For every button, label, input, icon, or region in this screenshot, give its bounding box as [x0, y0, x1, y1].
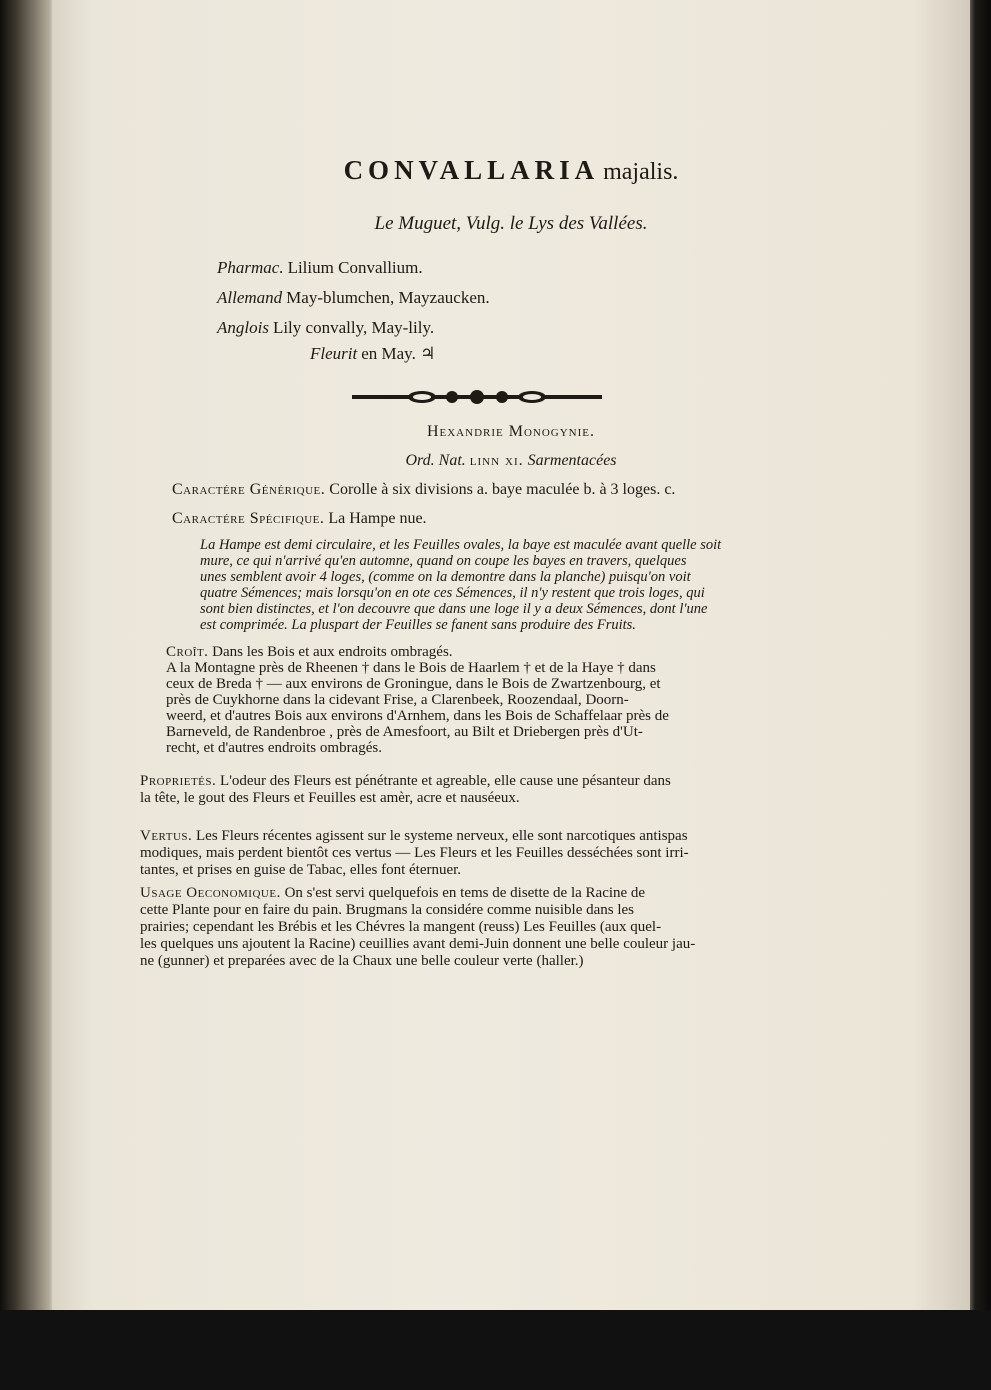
economic-use-paragraph: Usage Oeconomique. On s'est servi quelquefois en tems de disette de la Racine de cette Plante pour en faire du pain. Brugmans la considére comme nuisible dans les prairies; cependant les Brébis et les Chévres la mangent (reuss) Les Feuilles (aux quel- les quelques uns ajoutent la Racine) ceuillies avant demi-Juin donnent une belle couleur jau- ne (gunner) et preparées avec de la Chaux une belle couleur verte (haller.)	[140, 885, 696, 969]
synonym-anglois: Anglois Lily convally, May-lily.	[217, 318, 435, 337]
book-gutter	[0, 0, 50, 1310]
properties-paragraph: Proprietés. L'odeur des Fleurs est pénétrante et agreable, elle cause une pésanteur dans la tête, le gout des Fleurs et Feuilles est amèr, acre et nauséeux.	[140, 773, 671, 806]
flowering-time: Fleurit en May. ♃	[310, 344, 436, 363]
description-paragraph: La Hampe est demi circulaire, et les Feuilles ovales, la baye est maculée avant quelle soit mure, ce qui n'arrivé qu'en automne, quand on coupe les bayes en travers, quelques unes semblent avoir 4 loges, (comme on la demontre dans la planche) puisqu'on voit quatre Sémences; mais lorsqu'on en ote ces Sémences, il n'y restent que trois loges, qui sont bien distinctes, et l'on decouvre que dans une loge il y a deux Sémences, dont l'une est comprimée. La pluspart der Feuilles se fanent sans produire des Fruits.	[200, 537, 722, 633]
book-page	[52, 0, 970, 1310]
page-title	[52, 155, 970, 186]
species-name: majalis.	[603, 159, 679, 185]
ornament-divider	[352, 388, 602, 406]
genus-name: CONVALLARIA	[343, 155, 600, 185]
common-name: Le Muguet, Vulg. le Lys des Vallées.	[374, 213, 648, 234]
synonym-allemand: Allemand May-blumchen, Mayzaucken.	[217, 288, 490, 307]
habitat-paragraph: Croît. Dans les Bois et aux endroits ombragés. A la Montagne près de Rheenen † dans le Bois de Haarlem † et de la Haye † dans ceux de Breda † — aux environs de Groningue, dans le Bois de Zwartzenbourg, et près de Cuykhorne dans la cidevant Frise, a Clarenbeek, Roozendaal, Doorn- weerd, et d'autres Bois aux environs d'Arnhem, dans les Bois de Schaffelaar près de Barneveld, de Randenbroe , près de Amesfoort, au Bilt et Driebergen près d'Ut- recht, et d'autres endroits ombragés.	[166, 644, 669, 756]
specific-character: Caractére Spécifique. La Hampe nue.	[172, 510, 427, 527]
natural-order: Ord. Nat. linn xi. Sarmentacées	[405, 452, 617, 469]
virtues-paragraph: Vertus. Les Fleurs récentes agissent sur le systeme nerveux, elle sont narcotiques antispas modiques, mais perdent bientôt ces vertus — Les Fleurs et les Feuilles desséchées sont irri- tantes, et prises en guise de Tabac, elles font éternuer.	[140, 828, 689, 878]
generic-character: Caractére Générique. Corolle à six divisions a. baye maculée b. à 3 loges. c.	[172, 481, 676, 498]
synonym-pharmac: Pharmac. Lilium Convallium.	[217, 258, 423, 277]
linnaean-class: Hexandrie Monogynie.	[426, 423, 596, 440]
